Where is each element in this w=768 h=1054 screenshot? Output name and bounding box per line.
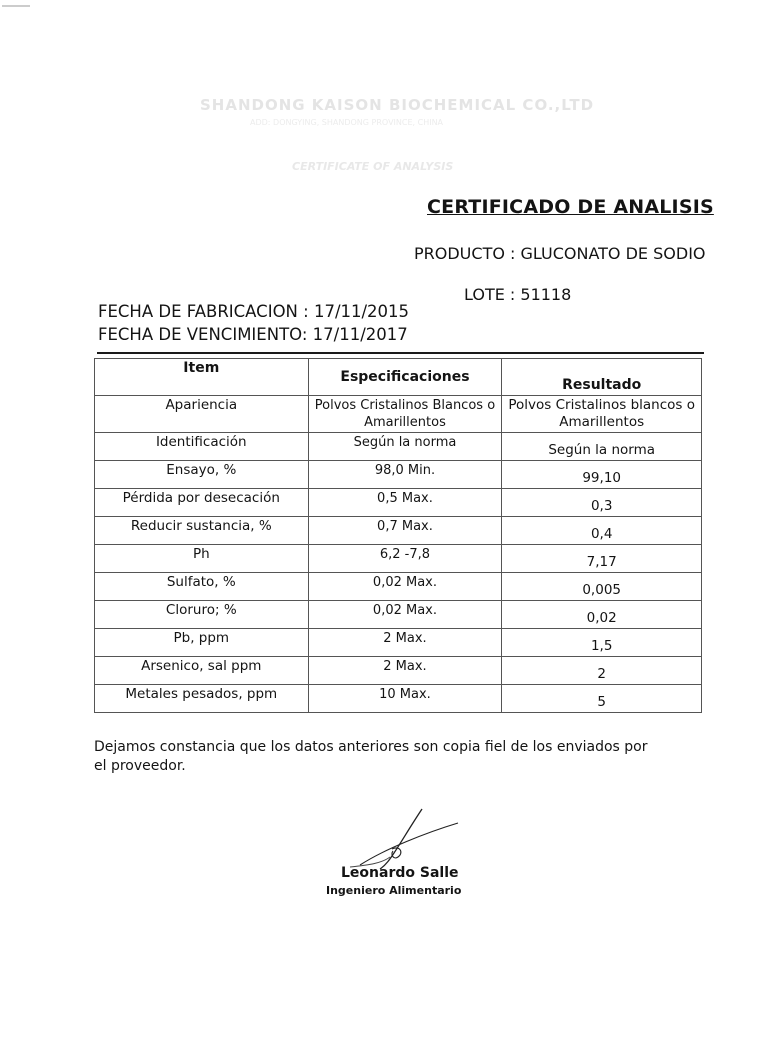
expiry-date: FECHA DE VENCIMIENTO: 17/11/2017 — [98, 325, 408, 344]
cell-item: Sulfato, % — [95, 573, 309, 601]
cell-item: Cloruro; % — [95, 601, 309, 629]
cell-spec: 2 Max. — [308, 657, 502, 685]
cell-result: Según la norma — [502, 433, 702, 461]
cell-result: 0,02 — [502, 601, 702, 629]
cell-result: 0,005 — [502, 573, 702, 601]
cell-spec: 10 Max. — [308, 685, 502, 713]
dates-block — [98, 300, 409, 346]
supplier-statement: Dejamos constancia que los datos anteriores son copia fiel de los enviados por el proveedor. — [94, 739, 648, 774]
table-row — [95, 657, 702, 685]
cell-item: Identificación — [95, 433, 309, 461]
cell-item: Arsenico, sal ppm — [95, 657, 309, 685]
cell-item: Ensayo, % — [95, 461, 309, 489]
product-line: PRODUCTO : GLUCONATO DE SODIO — [414, 244, 706, 263]
cell-result: 5 — [502, 685, 702, 713]
manufacture-date: FECHA DE FABRICACION : 17/11/2015 — [98, 302, 410, 321]
header-result: Resultado — [502, 359, 702, 396]
table-row — [95, 685, 702, 713]
divider-rule — [97, 352, 704, 354]
lot-line: LOTE : 51118 — [464, 285, 572, 304]
cell-result: 2 — [502, 657, 702, 685]
table-row — [95, 489, 702, 517]
signatory-name: Leonardo Salle — [341, 865, 459, 881]
table-row — [95, 573, 702, 601]
cell-spec: 98,0 Min. — [308, 461, 502, 489]
cell-spec: 0,02 Max. — [308, 573, 502, 601]
cell-item: Ph — [95, 545, 309, 573]
cell-result: 7,17 — [502, 545, 702, 573]
table-row — [95, 461, 702, 489]
cell-item: Reducir sustancia, % — [95, 517, 309, 545]
cell-result: 0,3 — [502, 489, 702, 517]
table-row — [95, 517, 702, 545]
cell-spec: Según la norma — [308, 433, 502, 461]
cell-item: Pb, ppm — [95, 629, 309, 657]
cell-result: 0,4 — [502, 517, 702, 545]
cell-spec: 0,7 Max. — [308, 517, 502, 545]
cell-result: 1,5 — [502, 629, 702, 657]
table-header-row — [95, 359, 702, 396]
cell-spec: 6,2 -7,8 — [308, 545, 502, 573]
header-specifications: Especificaciones — [308, 359, 502, 396]
scan-corner-mark — [2, 0, 32, 12]
cell-result: Polvos Cristalinos blancos o Amarillentos — [502, 396, 702, 433]
document-title: CERTIFICADO DE ANALISIS — [427, 196, 714, 218]
cell-item: Metales pesados, ppm — [95, 685, 309, 713]
table-row — [95, 629, 702, 657]
table-row — [95, 601, 702, 629]
header-item: Item — [95, 359, 309, 396]
table-row — [95, 433, 702, 461]
show-through-text: CERTIFICATE OF ANALYSIS — [292, 160, 454, 173]
show-through-text: SHANDONG KAISON BIOCHEMICAL CO.,LTD — [200, 96, 595, 114]
cell-result: 99,10 — [502, 461, 702, 489]
cell-spec: 0,02 Max. — [308, 601, 502, 629]
analysis-table — [94, 358, 702, 713]
cell-spec: 0,5 Max. — [308, 489, 502, 517]
cell-spec: 2 Max. — [308, 629, 502, 657]
cell-spec: Polvos Cristalinos Blancos o Amarillentos — [308, 396, 502, 433]
show-through-text: ADD: DONGYING, SHANDONG PROVINCE, CHINA — [250, 118, 444, 127]
table-row — [95, 545, 702, 573]
cell-item: Pérdida por desecación — [95, 489, 309, 517]
cell-item: Apariencia — [95, 396, 309, 433]
signatory-role: Ingeniero Alimentario — [326, 884, 462, 897]
table-row — [95, 396, 702, 433]
